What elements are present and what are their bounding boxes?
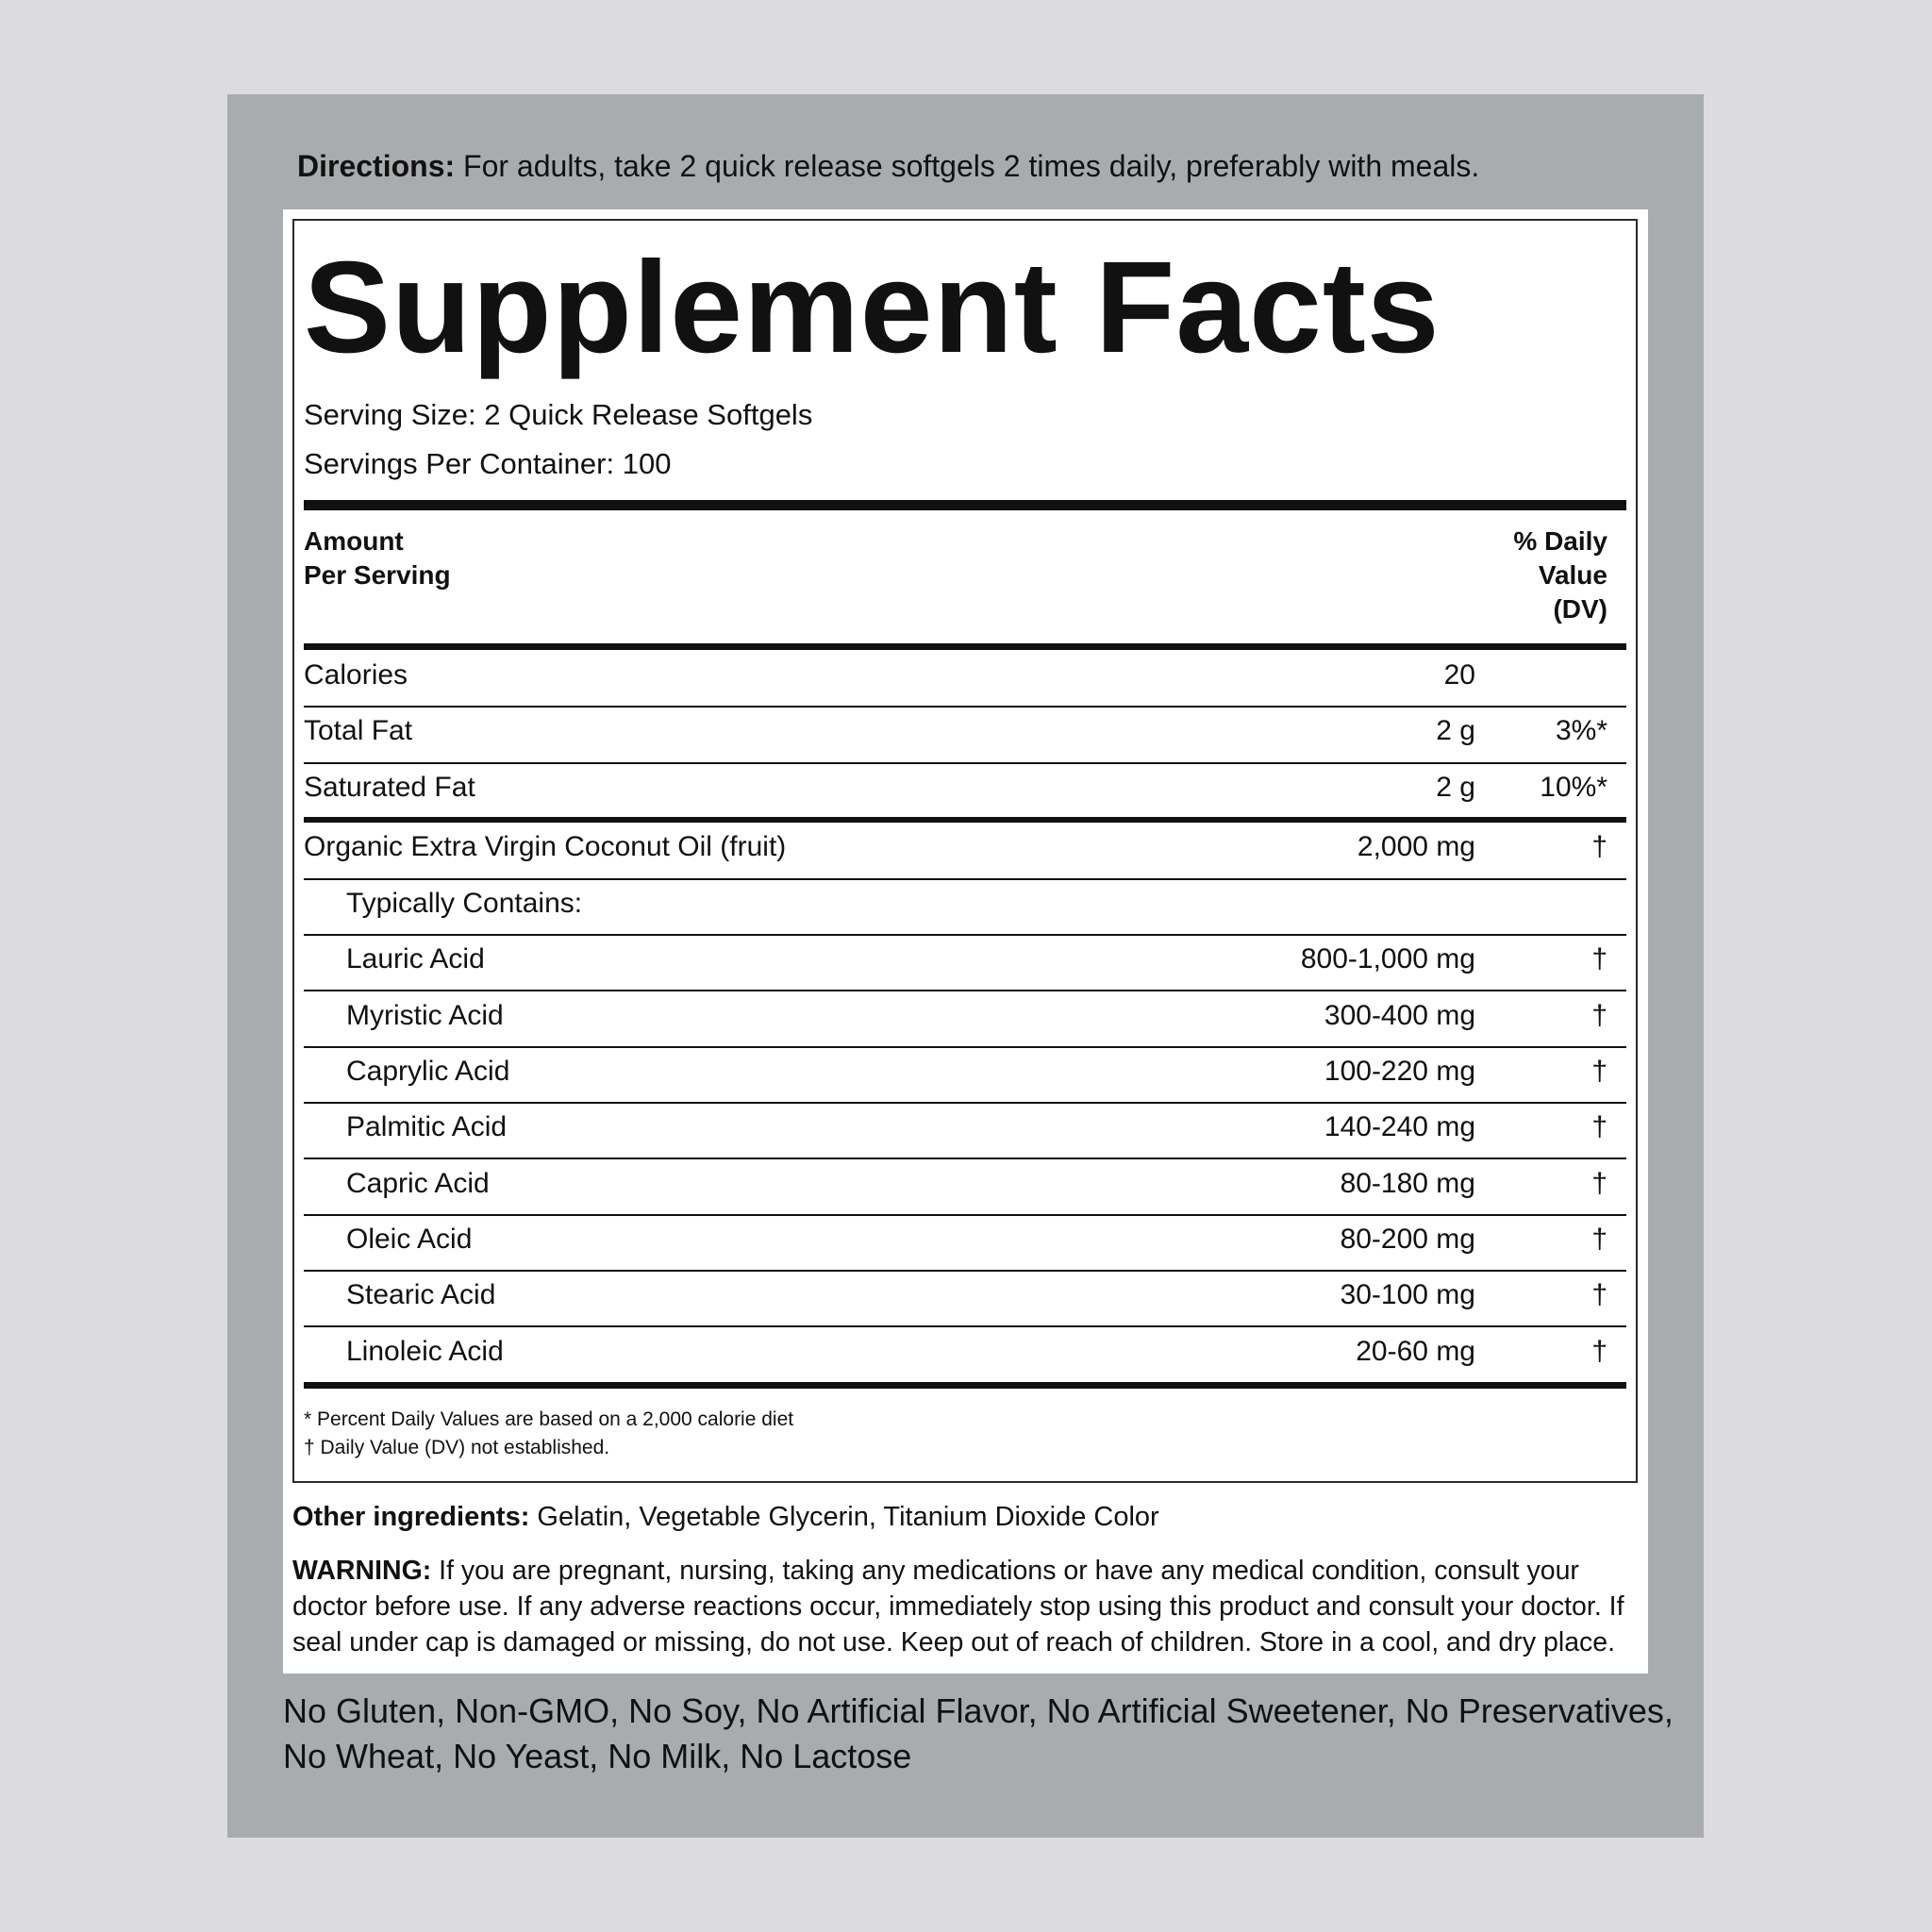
nutrient-amount: 140-240 mg xyxy=(1324,1111,1475,1142)
nutrient-name: Typically Contains: xyxy=(346,888,583,919)
thick-rule xyxy=(304,500,1626,510)
nutrient-dv: † xyxy=(1591,831,1607,862)
nutrient-amount: 30-100 mg xyxy=(1340,1279,1475,1310)
other-ingredients xyxy=(292,1498,1159,1536)
nutrient-dv: † xyxy=(1591,1000,1607,1031)
row-divider xyxy=(304,762,1626,764)
nutrient-amount: 20 xyxy=(1443,659,1475,691)
medium-rule xyxy=(304,643,1626,650)
free-from-claims: No Gluten, Non-GMO, No Soy, No Artificial Flavor, No Artificial Sweetener, No Preservatives, No Wheat, No Yeast, No Milk, No Lactose xyxy=(283,1691,1674,1775)
nutrient-name: Lauric Acid xyxy=(346,943,485,974)
nutrient-dv: † xyxy=(1591,1056,1607,1087)
nutrient-dv: † xyxy=(1591,1168,1607,1199)
footnote-percent-dv: * Percent Daily Values are based on a 2,000 calorie diet xyxy=(304,1408,794,1430)
header-daily-value xyxy=(1513,525,1607,626)
nutrient-dv: † xyxy=(1591,1224,1607,1255)
nutrient-dv: † xyxy=(1591,1279,1607,1310)
other-ingredients-text: Gelatin, Vegetable Glycerin, Titanium Dioxide Color xyxy=(529,1502,1159,1532)
directions xyxy=(297,143,1479,189)
nutrient-name: Calories xyxy=(304,659,408,691)
serving-size: Serving Size: 2 Quick Release Softgels xyxy=(304,398,813,431)
directions-label: Directions: xyxy=(297,149,456,183)
nutrient-name: Saturated Fat xyxy=(304,772,475,803)
nutrient-amount: 2,000 mg xyxy=(1357,831,1475,862)
row-divider xyxy=(304,878,1626,880)
supplement-facts-panel xyxy=(292,219,1638,1483)
row-divider xyxy=(304,706,1626,708)
header-dv-line3: (DV) xyxy=(1553,594,1607,624)
other-ingredients-label: Other ingredients: xyxy=(292,1502,530,1532)
nutrient-name: Caprylic Acid xyxy=(346,1056,510,1087)
row-divider xyxy=(304,1325,1626,1327)
nutrient-dv: † xyxy=(1591,943,1607,974)
servings-per-container: Servings Per Container: 100 xyxy=(304,447,672,480)
footnote-dv-not-established: † Daily Value (DV) not established. xyxy=(304,1437,610,1458)
header-amount-line1: Amount xyxy=(304,526,404,556)
nutrient-dv: † xyxy=(1591,1111,1607,1142)
warning-label: WARNING: xyxy=(292,1556,432,1586)
nutrient-name: Myristic Acid xyxy=(346,1000,504,1031)
header-amount xyxy=(304,525,451,592)
nutrient-dv: † xyxy=(1591,1336,1607,1367)
header-dv-line2: Value xyxy=(1538,560,1607,590)
nutrient-amount: 100-220 mg xyxy=(1324,1056,1475,1087)
nutrient-amount: 20-60 mg xyxy=(1356,1336,1475,1367)
section-rule xyxy=(304,817,1626,823)
nutrient-dv: 10%* xyxy=(1540,772,1607,803)
header-dv-line1: % Daily xyxy=(1513,526,1607,556)
warning-text: If you are pregnant, nursing, taking any medications or have any medical condition, consult your doctor before use. If any adverse reactions occur, immediately stop using this product and consult your doctor. If seal under cap is damaged or missing, do not use. Keep out of reach of children. Store in a cool, and dry place. xyxy=(292,1556,1624,1657)
row-divider xyxy=(304,934,1626,936)
directions-text: For adults, take 2 quick release softgels 2 times daily, preferably with meals. xyxy=(455,149,1480,183)
nutrient-amount: 2 g xyxy=(1436,772,1475,803)
row-divider xyxy=(304,990,1626,991)
row-divider xyxy=(304,1158,1626,1159)
row-divider xyxy=(304,1214,1626,1216)
nutrient-amount: 80-200 mg xyxy=(1340,1224,1475,1255)
nutrient-name: Stearic Acid xyxy=(346,1279,496,1310)
nutrient-name: Total Fat xyxy=(304,715,413,746)
nutrient-name: Capric Acid xyxy=(346,1168,490,1199)
nutrient-name: Oleic Acid xyxy=(346,1224,473,1255)
facts-title: Supplement Facts xyxy=(304,235,1441,380)
bottom-rule xyxy=(304,1382,1626,1389)
nutrient-amount: 80-180 mg xyxy=(1340,1168,1475,1199)
nutrient-name: Linoleic Acid xyxy=(346,1336,504,1367)
header-amount-line2: Per Serving xyxy=(304,560,451,590)
nutrient-amount: 2 g xyxy=(1436,715,1475,746)
nutrient-dv: 3%* xyxy=(1555,715,1607,746)
nutrient-name: Organic Extra Virgin Coconut Oil (fruit) xyxy=(304,831,787,862)
nutrient-name: Palmitic Acid xyxy=(346,1111,508,1142)
row-divider xyxy=(304,1102,1626,1104)
warning xyxy=(292,1553,1641,1660)
nutrient-amount: 800-1,000 mg xyxy=(1300,943,1475,974)
row-divider xyxy=(304,1270,1626,1272)
nutrient-amount: 300-400 mg xyxy=(1324,1000,1475,1031)
row-divider xyxy=(304,1046,1626,1048)
